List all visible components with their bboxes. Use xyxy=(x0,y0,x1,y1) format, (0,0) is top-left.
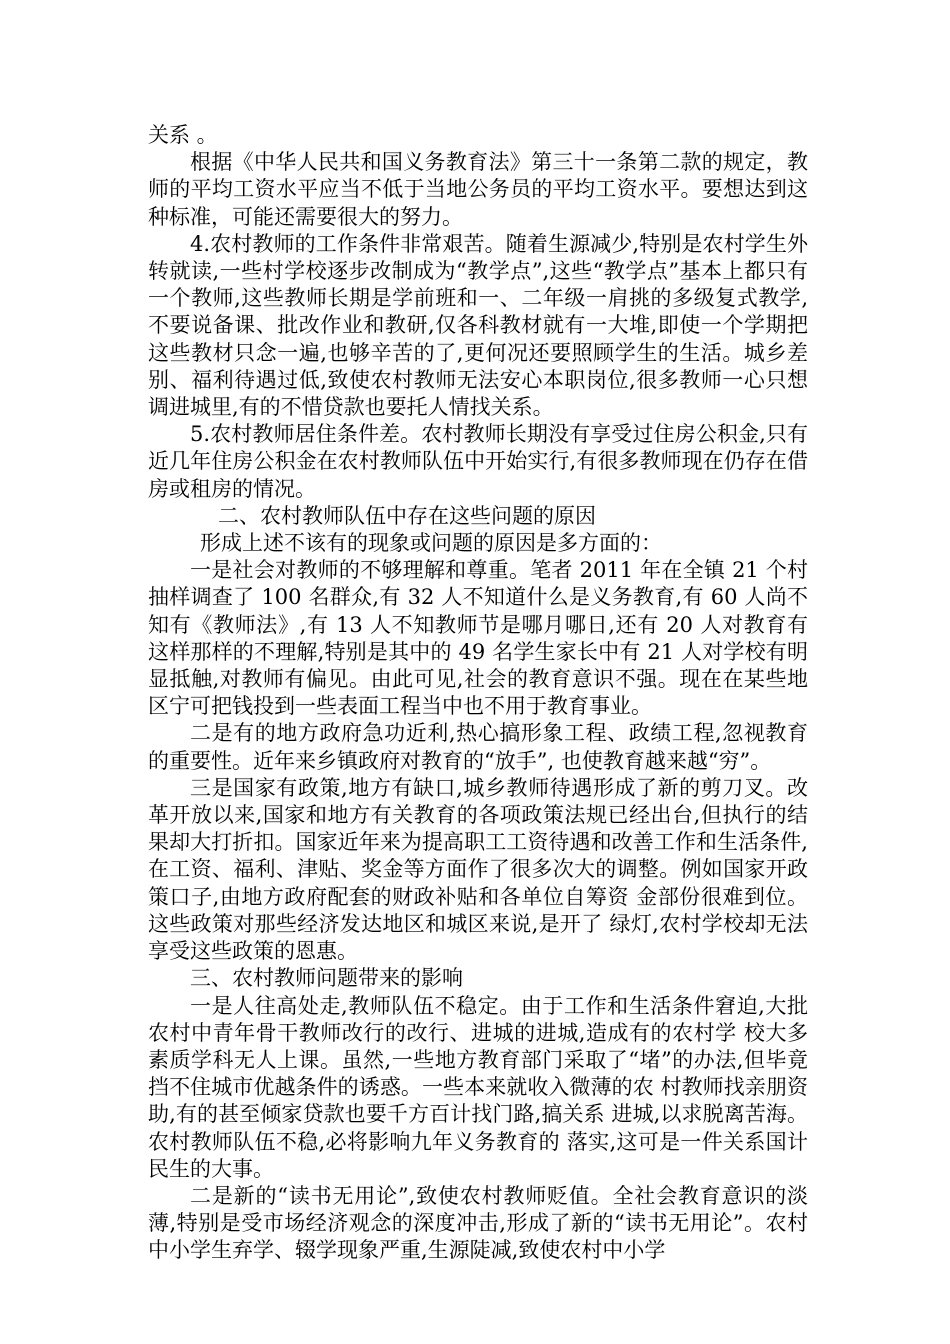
paragraph-causes-intro: 形成上述不该有的现象或问题的原因是多方面的： xyxy=(200,531,662,556)
paragraph-continuation: 关系 。 xyxy=(148,123,218,147)
paragraph-cause-government: 二是有的地方政府急功近利,热心搞形象工程、政绩工程,忽视教育的重要性。近年来乡镇政府对教育的“放手”, 也使教育越来越“穷”。 xyxy=(148,721,808,773)
paragraph-impact-instability: 一是人往高处走,教师队伍不稳定。由于工作和生活条件窘迫,大批农村中青年骨干教师改行的改行、进城的进城,造成有的农村学 校大多素质学科无人上课。虽然,一些地方教育部门采取了“堵”的办法,但毕竟挡不住城市优越条件的诱惑。一些本来就收入微薄的农 村教师找亲朋资助,有的甚至倾家贷款也要千方百计找门路,搞关系 进城,以求脱离苦海。农村教师队伍不稳,必将影响九年义务教育的 落实,这可是一件关系国计民生的大事。 xyxy=(148,993,808,1181)
section-heading-causes: 二、农村教师队伍中存在这些问题的原因 xyxy=(218,503,596,528)
section-heading-impacts: 三、农村教师问题带来的影响 xyxy=(190,966,463,991)
paragraph-salary-law: 根据《中华人民共和国义务教育法》第三十一条第二款的规定，教师的平均工资水平应当不低于当地公务员的平均工资水平。要想达到这种标准，可能还需要很大的努力。 xyxy=(148,150,808,229)
document-page xyxy=(148,122,808,1265)
paragraph-housing-conditions: 5.农村教师居住条件差。农村教师长期没有享受过住房公积金,只有近几年住房公积金在农村教师队伍中开始实行,有很多教师现在仍存在借房或租房的情况。 xyxy=(148,422,808,501)
paragraph-working-conditions: 4.农村教师的工作条件非常艰苦。随着生源减少,特别是农村学生外转就读,一些村学校逐步改制成为“教学点”,这些“教学点”基本上都只有一个教师,这些教师长期是学前班和一、二年级一肩挑的多级复式教学,不要说备课、批改作业和教研,仅各科教材就有一大堆,即使一个学期把这些教材只念一遍,也够辛苦的了,更何况还要照顾学生的生活。城乡差别、福利待遇过低,致使农村教师无法安心本职岗位,很多教师一心只想调进城里,有的不惜贷款也要托人情找关系。 xyxy=(148,231,808,420)
paragraph-cause-policy: 三是国家有政策,地方有缺口,城乡教师待遇形成了新的剪刀叉。改革开放以来,国家和地方有关教育的各项政策法规已经出台,但执行的结果却大打折扣。国家近年来为提高职工工资待遇和改善工作和生活条件,在工资、福利、津贴、奖金等方面作了很多次大的调整。例如国家开政策口子,由地方政府配套的财政补贴和各单位自筹资 金部份很难到位。这些政策对那些经济发达地区和城区来说,是开了 绿灯,农村学校却无法享受这些政策的恩惠。 xyxy=(148,775,808,964)
paragraph-cause-society: 一是社会对教师的不够理解和尊重。笔者 2011 年在全镇 21 个村抽样调查了 100 名群众,有 32 人不知道什么是义务教育,有 60 人尚不知有《教师法》,有 13 人不知教师节是哪月哪日,还有 20 人对教育有这样那样的不理解,特别是其中的 49 名学生家长中有 21 人对学校有明显抵触,对教师有偏见。由此可见,社会的教育意识不强。现在在某些地区宁可把钱投到一些表面工程当中也不用于教育事业。 xyxy=(148,558,808,719)
paragraph-impact-devaluation: 二是新的“读书无用论”,致使农村教师贬值。全社会教育意识的淡薄,特别是受市场经济观念的深度冲击,形成了新的“读书无用论”。农村中小学生弃学、辍学现象严重,生源陡减,致使农村中小学 xyxy=(148,1183,808,1263)
